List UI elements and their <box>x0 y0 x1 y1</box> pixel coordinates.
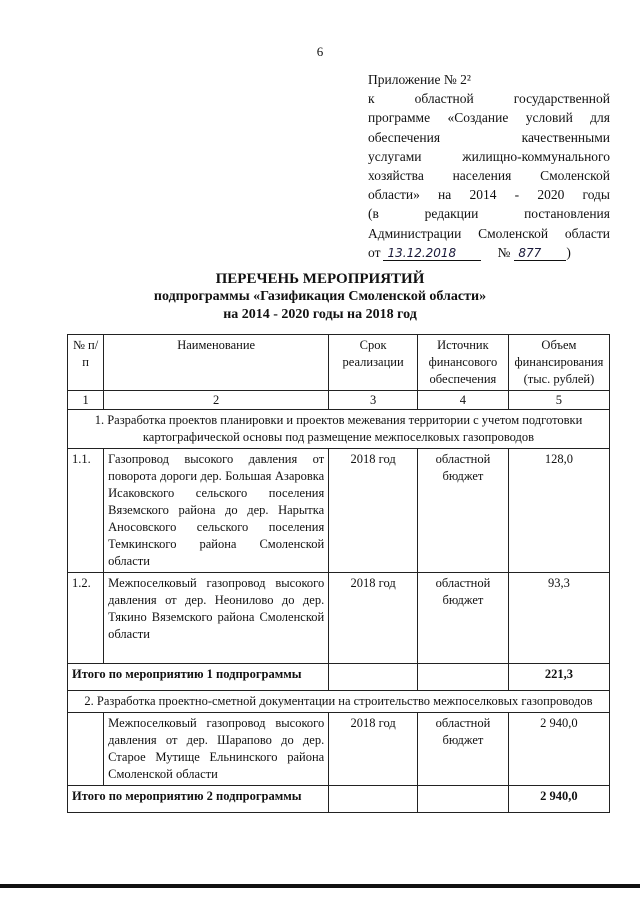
row-num <box>68 713 104 786</box>
empty-cell <box>418 664 509 691</box>
document-title <box>0 270 640 324</box>
table-row <box>68 573 610 664</box>
total-2-label: Итого по мероприятию 2 подпрограммы <box>68 786 329 813</box>
column-index: 2 <box>104 391 329 410</box>
appendix-line: обеспечения качественными <box>368 129 610 145</box>
column-index: 5 <box>508 391 609 410</box>
row-name: Газопровод высокого давления от поворота дороги дер. Большая Азаровка Исаковского сельского поселения Вяземского района до дер. Нарытка Аносовского сельского поселения Темкинского района Смоленской области <box>104 449 329 573</box>
appendix-line: Приложение № 2² <box>368 72 471 87</box>
table-row <box>68 449 610 573</box>
page-number: 6 <box>316 44 324 59</box>
appendix-line: хозяйства населения Смоленской <box>368 168 610 184</box>
row-term: 2018 год <box>329 449 418 573</box>
header-term: Срок реализации <box>329 335 418 391</box>
header-volume: Объем финансирования (тыс. рублей) <box>508 335 609 391</box>
row-source: областной бюджет <box>418 713 509 786</box>
section-2-title: 2. Разработка проектно-сметной документации на строительство межпоселковых газопроводов <box>68 691 610 713</box>
measures-table <box>67 334 610 813</box>
row-source: областной бюджет <box>418 573 509 664</box>
appendix-line: (в редакции постановления <box>368 206 610 222</box>
total-2-value: 2 940,0 <box>508 786 609 813</box>
header-num: № п/п <box>68 335 104 391</box>
total-row <box>68 786 610 813</box>
title-line-1: ПЕРЕЧЕНЬ МЕРОПРИЯТИЙ <box>215 271 425 287</box>
column-index: 1 <box>68 391 104 410</box>
column-index: 3 <box>329 391 418 410</box>
column-index-row <box>68 391 610 410</box>
row-term: 2018 год <box>329 713 418 786</box>
row-term: 2018 год <box>329 573 418 664</box>
handwritten-number: 877 <box>514 246 566 261</box>
ot-label: от <box>368 244 381 260</box>
appendix-block <box>368 70 610 262</box>
row-volume: 93,3 <box>508 573 609 664</box>
table-header-row <box>68 335 610 391</box>
handwritten-date: 13.12.2018 <box>383 246 481 261</box>
appendix-line: программе «Создание условий для <box>368 110 610 126</box>
appendix-line: к областной государственной <box>368 91 610 107</box>
appendix-line: Администрации Смоленской области <box>368 225 610 241</box>
total-row <box>68 664 610 691</box>
total-1-label: Итого по мероприятию 1 подпрограммы <box>68 664 329 691</box>
table-row <box>68 713 610 786</box>
bottom-rule <box>0 884 640 888</box>
title-line-3: на 2014 - 2020 годы на 2018 год <box>223 307 417 322</box>
empty-cell <box>418 786 509 813</box>
row-num: 1.1. <box>68 449 104 573</box>
appendix-line: услугами жилищно-коммунального <box>368 148 610 164</box>
appendix-line: области» на 2014 - 2020 годы <box>368 187 610 203</box>
section-row <box>68 410 610 449</box>
empty-cell <box>329 786 418 813</box>
column-index: 4 <box>418 391 509 410</box>
section-row <box>68 691 610 713</box>
row-source: областной бюджет <box>418 449 509 573</box>
header-source: Источник финансового обеспечения <box>418 335 509 391</box>
header-name: Наименование <box>104 335 329 391</box>
row-name: Межпоселковый газопровод высокого давления от дер. Шарапово до дер. Старое Мутище Ельнинского района Смоленской области <box>104 713 329 786</box>
empty-cell <box>329 664 418 691</box>
title-line-2: подпрограммы «Газификация Смоленской области» <box>153 289 487 304</box>
total-1-value: 221,3 <box>508 664 609 691</box>
row-name: Межпоселковый газопровод высокого давления от дер. Неонилово до дер. Тякино Вяземского района Смоленской области <box>104 573 329 664</box>
row-volume: 128,0 <box>508 449 609 573</box>
row-num: 1.2. <box>68 573 104 664</box>
number-label: № <box>497 244 511 260</box>
resolution-date-line <box>368 243 610 262</box>
closing-paren: ) <box>566 244 571 260</box>
section-1-title: 1. Разработка проектов планировки и проектов межевания территории с учетом подготовки картографической основы под размещение межпоселковых газопроводов <box>68 410 610 449</box>
row-volume: 2 940,0 <box>508 713 609 786</box>
